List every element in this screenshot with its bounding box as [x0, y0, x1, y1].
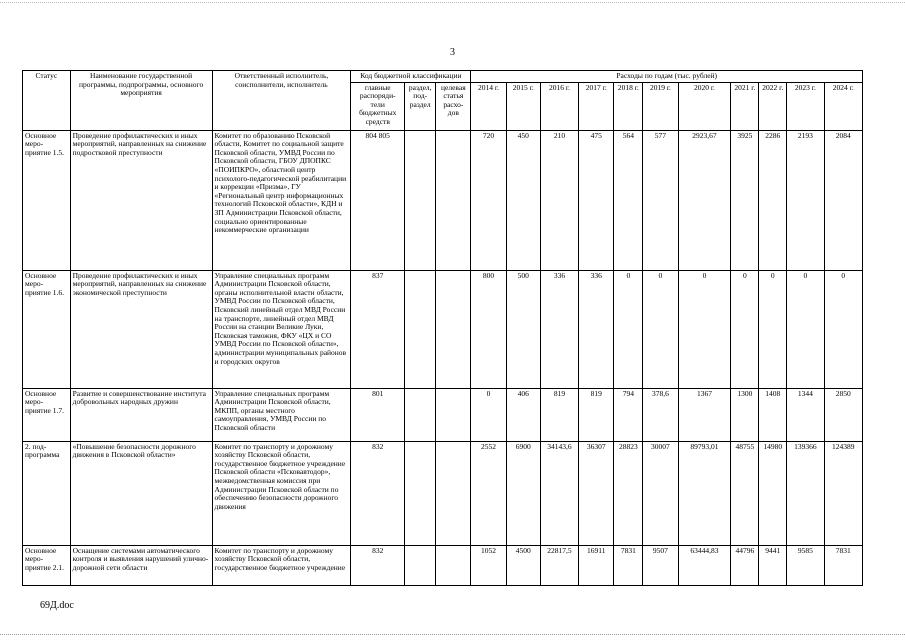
value-cell: 819 — [579, 388, 614, 441]
value-cell: 2286 — [759, 130, 787, 270]
header-year: 2018 г. — [614, 82, 643, 130]
grbs-cell: 804 805 — [351, 130, 405, 270]
header-year: 2014 г. — [471, 82, 506, 130]
value-cell: 28823 — [614, 441, 643, 545]
value-cell: 564 — [614, 130, 643, 270]
executor-cell: Комитет по транспорту и дорожному хозяйству Псковской области, государственное бюджетное учреждение Псковской области «Псковавтодор», межведомственная комиссия при Администрации Псковской области по обеспечению безопасности дорожного движения — [212, 441, 351, 545]
value-cell: 1344 — [787, 388, 824, 441]
article-cell — [436, 130, 471, 270]
value-cell: 1300 — [731, 388, 759, 441]
value-cell: 0 — [678, 270, 731, 388]
section-cell — [405, 441, 436, 545]
value-cell: 0 — [643, 270, 678, 388]
name-cell: «Повышение безопасности дорожного движения в Псковской области» — [70, 441, 212, 545]
value-cell: 720 — [471, 130, 506, 270]
value-cell: 3925 — [731, 130, 759, 270]
table-row — [23, 130, 863, 270]
value-cell: 1408 — [759, 388, 787, 441]
value-cell: 9585 — [787, 545, 824, 585]
value-cell: 63444,83 — [678, 545, 731, 585]
value-cell: 89793,01 — [678, 441, 731, 545]
grbs-cell: 837 — [351, 270, 405, 388]
name-cell: Оснащение системами автоматического контроля и выявления нарушений улично-дорожной сети области — [70, 545, 212, 585]
section-cell — [405, 130, 436, 270]
header-year: 2020 г. — [678, 82, 731, 130]
value-cell: 2193 — [787, 130, 824, 270]
value-cell: 210 — [540, 130, 578, 270]
value-cell: 1052 — [471, 545, 506, 585]
value-cell: 2552 — [471, 441, 506, 545]
header-name: Наименование государственной программы, подпрограммы, основного мероприятия — [70, 71, 212, 131]
value-cell: 124389 — [824, 441, 862, 545]
section-cell — [405, 388, 436, 441]
value-cell: 475 — [579, 130, 614, 270]
status-cell: Основное меро-приятие 1.6. — [23, 270, 71, 388]
name-cell: Проведение профилактических и иных мероприятий, направленных на снижение подростковой преступности — [70, 130, 212, 270]
grbs-cell: 832 — [351, 441, 405, 545]
name-cell: Проведение профилактических и иных мероприятий, направленных на снижение экономической преступности — [70, 270, 212, 388]
value-cell: 378,6 — [643, 388, 678, 441]
value-cell: 36307 — [579, 441, 614, 545]
value-cell: 0 — [471, 388, 506, 441]
header-year: 2022 г. — [759, 82, 787, 130]
header-grbs: главные распоряди-тели бюджетных средств — [351, 82, 405, 130]
table-row — [23, 270, 863, 388]
article-cell — [436, 270, 471, 388]
header-section: раздел, под-раздел — [405, 82, 436, 130]
grbs-cell: 801 — [351, 388, 405, 441]
value-cell: 406 — [506, 388, 540, 441]
value-cell: 2084 — [824, 130, 862, 270]
bottom-dotted-edge — [0, 634, 905, 636]
value-cell: 2923,67 — [678, 130, 731, 270]
value-cell: 14980 — [759, 441, 787, 545]
value-cell: 34143,6 — [540, 441, 578, 545]
value-cell: 0 — [759, 270, 787, 388]
article-cell — [436, 441, 471, 545]
header-code-group: Код бюджетной классификации — [351, 71, 471, 83]
value-cell: 1367 — [678, 388, 731, 441]
executor-cell: Комитет по транспорту и дорожному хозяйству Псковской области, государственное бюджетное учреждение — [212, 545, 351, 585]
value-cell: 0 — [731, 270, 759, 388]
budget-table — [22, 70, 863, 586]
value-cell: 577 — [643, 130, 678, 270]
status-cell: 2. под-программа — [23, 441, 71, 545]
header-year: 2015 г. — [506, 82, 540, 130]
value-cell: 336 — [579, 270, 614, 388]
header-expense-group: Расходы по годам (тыс. рублей) — [471, 71, 863, 83]
table-row — [23, 545, 863, 585]
value-cell: 30007 — [643, 441, 678, 545]
header-year: 2021 г. — [731, 82, 759, 130]
value-cell: 0 — [787, 270, 824, 388]
header-year: 2023 г. — [787, 82, 824, 130]
value-cell: 0 — [824, 270, 862, 388]
value-cell: 7831 — [824, 545, 862, 585]
executor-cell: Комитет по образованию Псковской области, Комитет по социальной защите Псковской области, УМВД России по Псковской области, ГБОУ ДПОПКС «ПОИПКРО», областной центр психолого-педагогической реабилитации и коррекции «Призма», ГУ «Региональный центр информационных технологий Псковской области», КДН и ЗП Администрации Псковской области, социально ориентированные некоммерческие организации — [212, 130, 351, 270]
header-year: 2016 г. — [540, 82, 578, 130]
section-cell — [405, 270, 436, 388]
header-year: 2019 г. — [643, 82, 678, 130]
value-cell: 9441 — [759, 545, 787, 585]
value-cell: 0 — [614, 270, 643, 388]
grbs-cell: 832 — [351, 545, 405, 585]
status-cell: Основное меро-приятие 2.1. — [23, 545, 71, 585]
top-dotted-edge — [0, 2, 905, 4]
table-row — [23, 441, 863, 545]
footer-filename: 69Д.doc — [40, 600, 74, 611]
value-cell: 2850 — [824, 388, 862, 441]
value-cell: 44796 — [731, 545, 759, 585]
header-year: 2017 г. — [579, 82, 614, 130]
value-cell: 336 — [540, 270, 578, 388]
value-cell: 819 — [540, 388, 578, 441]
value-cell: 450 — [506, 130, 540, 270]
value-cell: 794 — [614, 388, 643, 441]
table-row — [23, 388, 863, 441]
executor-cell: Управление специальных программ Администрации Псковской области, органы исполнительной власти области, УМВД России по Псковской области, Псковский линейный отдел МВД России на транспорте, линейный отдел МВД России на станции Великие Луки, Псковская таможня, ФКУ «ЦХ и СО УМВД России по Псковской области», администрации муниципальных районов и городских округов — [212, 270, 351, 388]
executor-cell: Управление специальных программ Администрации Псковской области, МКПП, органы местного самоуправления, УМВД России по Псковской области — [212, 388, 351, 441]
header-status: Статус — [23, 71, 71, 131]
header-executor: Ответственный исполнитель, соисполнители, исполнитель — [212, 71, 351, 131]
value-cell: 800 — [471, 270, 506, 388]
value-cell: 9507 — [643, 545, 678, 585]
value-cell: 4500 — [506, 545, 540, 585]
header-year: 2024 г. — [824, 82, 862, 130]
value-cell: 48755 — [731, 441, 759, 545]
status-cell: Основное меро-приятие 1.5. — [23, 130, 71, 270]
name-cell: Развитие и совершенствование института добровольных народных дружин — [70, 388, 212, 441]
article-cell — [436, 545, 471, 585]
page-number: 3 — [450, 47, 455, 58]
value-cell: 7831 — [614, 545, 643, 585]
article-cell — [436, 388, 471, 441]
header-article: целевая статья расхо-дов — [436, 82, 471, 130]
status-cell: Основное меро-приятие 1.7. — [23, 388, 71, 441]
section-cell — [405, 545, 436, 585]
value-cell: 500 — [506, 270, 540, 388]
value-cell: 6900 — [506, 441, 540, 545]
value-cell: 139366 — [787, 441, 824, 545]
value-cell: 16911 — [579, 545, 614, 585]
value-cell: 22817,5 — [540, 545, 578, 585]
